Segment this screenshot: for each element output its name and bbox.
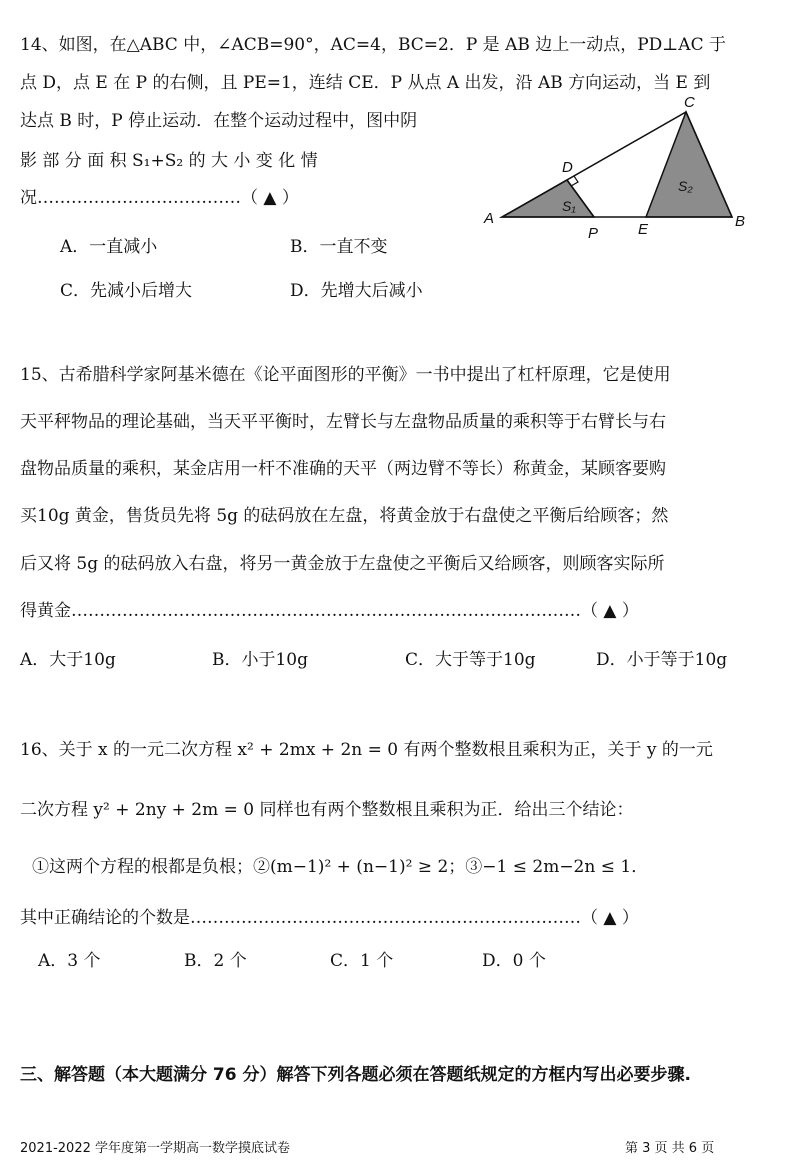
q16-option-a: A．3 个 (38, 951, 101, 971)
q16-option-d: D．0 个 (482, 951, 546, 971)
q15-line-6: 得黄金………………………………………………………………………………（ ▲ ） (20, 601, 639, 621)
label-s1: S₁ (562, 198, 576, 214)
q14-option-b: B．一直不变 (290, 237, 388, 257)
label-a: A (484, 210, 495, 227)
q14-option-c: C．先减小后增大 (60, 281, 193, 301)
q15-option-a: A．大于10g (20, 650, 116, 670)
q15-line-3: 盘物品质量的乘积，某金店用一杆不准确的天平（两边臂不等长）称黄金，某顾客要购 (20, 459, 666, 479)
q16-option-c: C．1 个 (330, 951, 394, 971)
section-3-heading: 三、解答题（本大题满分 76 分）解答下列各题必须在答题纸规定的方框内写出必要步骤. (20, 1065, 691, 1085)
triangle-figure (480, 90, 770, 240)
q16-line-4: 其中正确结论的个数是……………………………………………………………（ ▲ ） (20, 908, 639, 928)
q14-line-2: 点 D，点 E 在 P 的右侧，且 PE=1，连结 CE．P 从点 A 出发，沿 AB 方向运动，当 E 到 (20, 73, 711, 93)
q14-line-1: 14、如图，在△ABC 中，∠ACB=90°，AC=4，BC=2．P 是 AB 边上一动点，PD⊥AC 于 (20, 35, 726, 55)
q15-line-5: 后又将 5g 的砝码放入右盘，将另一黄金放于左盘使之平衡后又给顾客，则顾客实际所 (20, 554, 665, 574)
q15-option-b: B．小于10g (212, 650, 309, 670)
q14-line-4: 影 部 分 面 积 S₁+S₂ 的 大 小 变 化 情 (20, 151, 318, 171)
label-e: E (638, 221, 649, 238)
q16-line-1: 16、关于 x 的一元二次方程 x² + 2mx + 2n = 0 有两个整数根且乘积为正，关于 y 的一元 (20, 740, 713, 760)
q16-line-2: 二次方程 y² + 2ny + 2m = 0 同样也有两个整数根且乘积为正．给出三个结论： (20, 800, 634, 820)
label-s2: S₂ (678, 178, 693, 194)
q14-line-3: 达点 B 时，P 停止运动．在整个运动过程中，图中阴 (20, 111, 418, 131)
label-d: D (562, 159, 573, 176)
label-p: P (588, 225, 599, 240)
label-c: C (684, 94, 695, 111)
q15-line-4: 买10g 黄金，售货员先将 5g 的砝码放在左盘，将黄金放于右盘使之平衡后给顾客；然 (20, 506, 669, 526)
q15-line-2: 天平秤物品的理论基础，当天平平衡时，左臂长与左盘物品质量的乘积等于右臂长与右 (20, 412, 666, 432)
q14-option-a: A．一直减小 (60, 237, 158, 257)
q14-option-d: D．先增大后减小 (290, 281, 423, 301)
label-b: B (735, 213, 746, 230)
q15-option-d: D．小于等于10g (596, 650, 728, 670)
q15-line-1: 15、古希腊科学家阿基米德在《论平面图形的平衡》一书中提出了杠杆原理，它是使用 (20, 365, 671, 385)
footer-page-number: 第 3 页 共 6 页 (625, 1141, 715, 1156)
q16-line-3: ①这两个方程的根都是负根；②(m−1)² + (n−1)² ≥ 2；③−1 ≤ 2m−2n ≤ 1． (32, 857, 649, 877)
footer-exam-title: 2021-2022 学年度第一学期高一数学摸底试卷 (20, 1141, 290, 1156)
q14-line-5: 况………………………………（ ▲ ） (20, 188, 299, 208)
q16-option-b: B．2 个 (184, 951, 247, 971)
q15-option-c: C．大于等于10g (405, 650, 536, 670)
